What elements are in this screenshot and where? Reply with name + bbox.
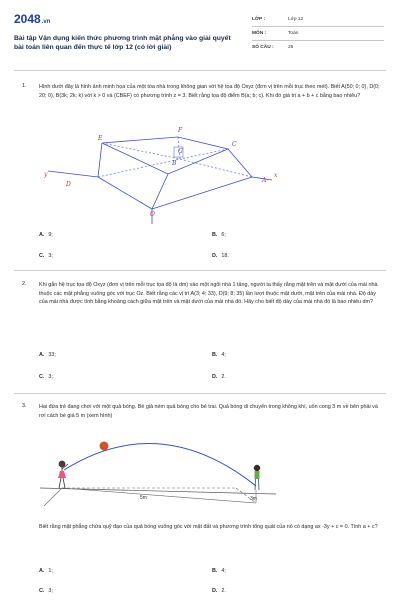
option-a[interactable]: A. 1; (39, 568, 53, 574)
building-diagram (40, 120, 290, 230)
meta-divider (252, 40, 384, 41)
meta-subject: MÔN : Toán (252, 31, 299, 36)
option-a[interactable]: A. 33; (39, 352, 56, 358)
label-g: G (178, 148, 183, 155)
girl-icon (58, 461, 68, 488)
option-b[interactable]: B. 4; (212, 568, 226, 574)
label-y-axis: y (44, 171, 48, 178)
roof-edge (102, 137, 228, 174)
ball-trajectory (64, 444, 256, 486)
option-d[interactable]: D. 2. (212, 374, 226, 380)
question-number: 2. (22, 281, 27, 287)
option-a[interactable]: A. 9; (39, 232, 53, 238)
option-d[interactable]: D. 2. (212, 588, 226, 594)
ball-throw-diagram (40, 428, 280, 520)
question-number: 3. (22, 403, 27, 409)
option-b[interactable]: B. 6; (212, 232, 226, 238)
option-c[interactable]: C. 3; (39, 374, 53, 380)
label-distance-5m: 5m (140, 495, 147, 501)
label-distance-3m: 3m (250, 496, 257, 502)
label-f: F (178, 127, 183, 134)
header-divider (14, 70, 386, 71)
label-e: E (98, 135, 103, 142)
meta-count: SỐ CÂU : 25 (252, 45, 294, 50)
question-divider (14, 270, 386, 271)
site-logo: 2048.vn (14, 12, 51, 26)
question-text: Khi gắn hệ trục tọa độ Oxyz (đơn vị trên mỗi trục tọa độ là dm) vào một ngôi nhà 1 tầng, người ta thấy rằng mặt trên và mặt dưới của mái nhà thuộc các mặt phẳng vuông góc với trục Oz. Biết rằng các vị trí A(3; 4; 33), D(9; 8; 35) lần lượt thuộc mặt dưới, mặt trên của mái nhà. Độ dày của mái nhà được tính bằng khoảng cách giữa mặt trên và mặt dưới của mái nhà đó. Hãy cho biết độ dày của mái nhà đó là bao nhiêu dm? (39, 282, 378, 306)
label-a: A (262, 177, 267, 184)
meta-divider (252, 26, 384, 27)
page-title: Bài tập Vận dụng kiến thức phương trình mặt phẳng vào giải quyết bài toán liên quan đến thực tế lớp 12 (có lời giải) (14, 35, 231, 51)
label-x-axis: x (274, 172, 278, 179)
option-c[interactable]: C. 3; (39, 253, 53, 259)
label-d: D (66, 181, 71, 188)
meta-class: LỚP : Lớp 12 (252, 17, 304, 22)
question-text: Hai đứa trẻ đang chơi với một quả bóng. Bé giả ném quả bóng cho bé trai. Quả bóng di chuyển trong không khí, uốn cong 3 m về bên phải và rơi cách bé giá 5 m (xem hình) (39, 404, 378, 419)
question-divider (14, 393, 386, 394)
label-c: C (232, 141, 237, 148)
question-number: 1. (22, 83, 27, 89)
option-c[interactable]: C. 3; (39, 588, 53, 594)
option-b[interactable]: B. 4; (212, 352, 226, 358)
label-o: O (150, 211, 155, 218)
boy-icon (254, 465, 260, 490)
question-text-continued: Biết rằng mặt phẳng chứa quỹ đạo của quả bóng vuông góc với mặt đất và phương trình tổng quát của nó có dạng ax -3y + c = 0. Tính a + c? (39, 524, 378, 530)
question-text: Hình dưới đây là hình ảnh minh họa của một tòa nhà trong không gian với hệ tọa độ Oxyz (đơn vị trên mỗi trục theo mét). Biết A(50; 0; 0), D(0; 20; 0), B(3k; 2k; k) với k > 0 và (CBEF) có phương trình z = 3. Biết rằng tọa độ điểm B(a; b; c). Khi đó giá trị a + b + c bằng bao nhiêu? (39, 84, 380, 99)
ball-icon (100, 442, 109, 451)
label-b: B (172, 160, 177, 167)
option-d[interactable]: D. 18. (212, 253, 229, 259)
